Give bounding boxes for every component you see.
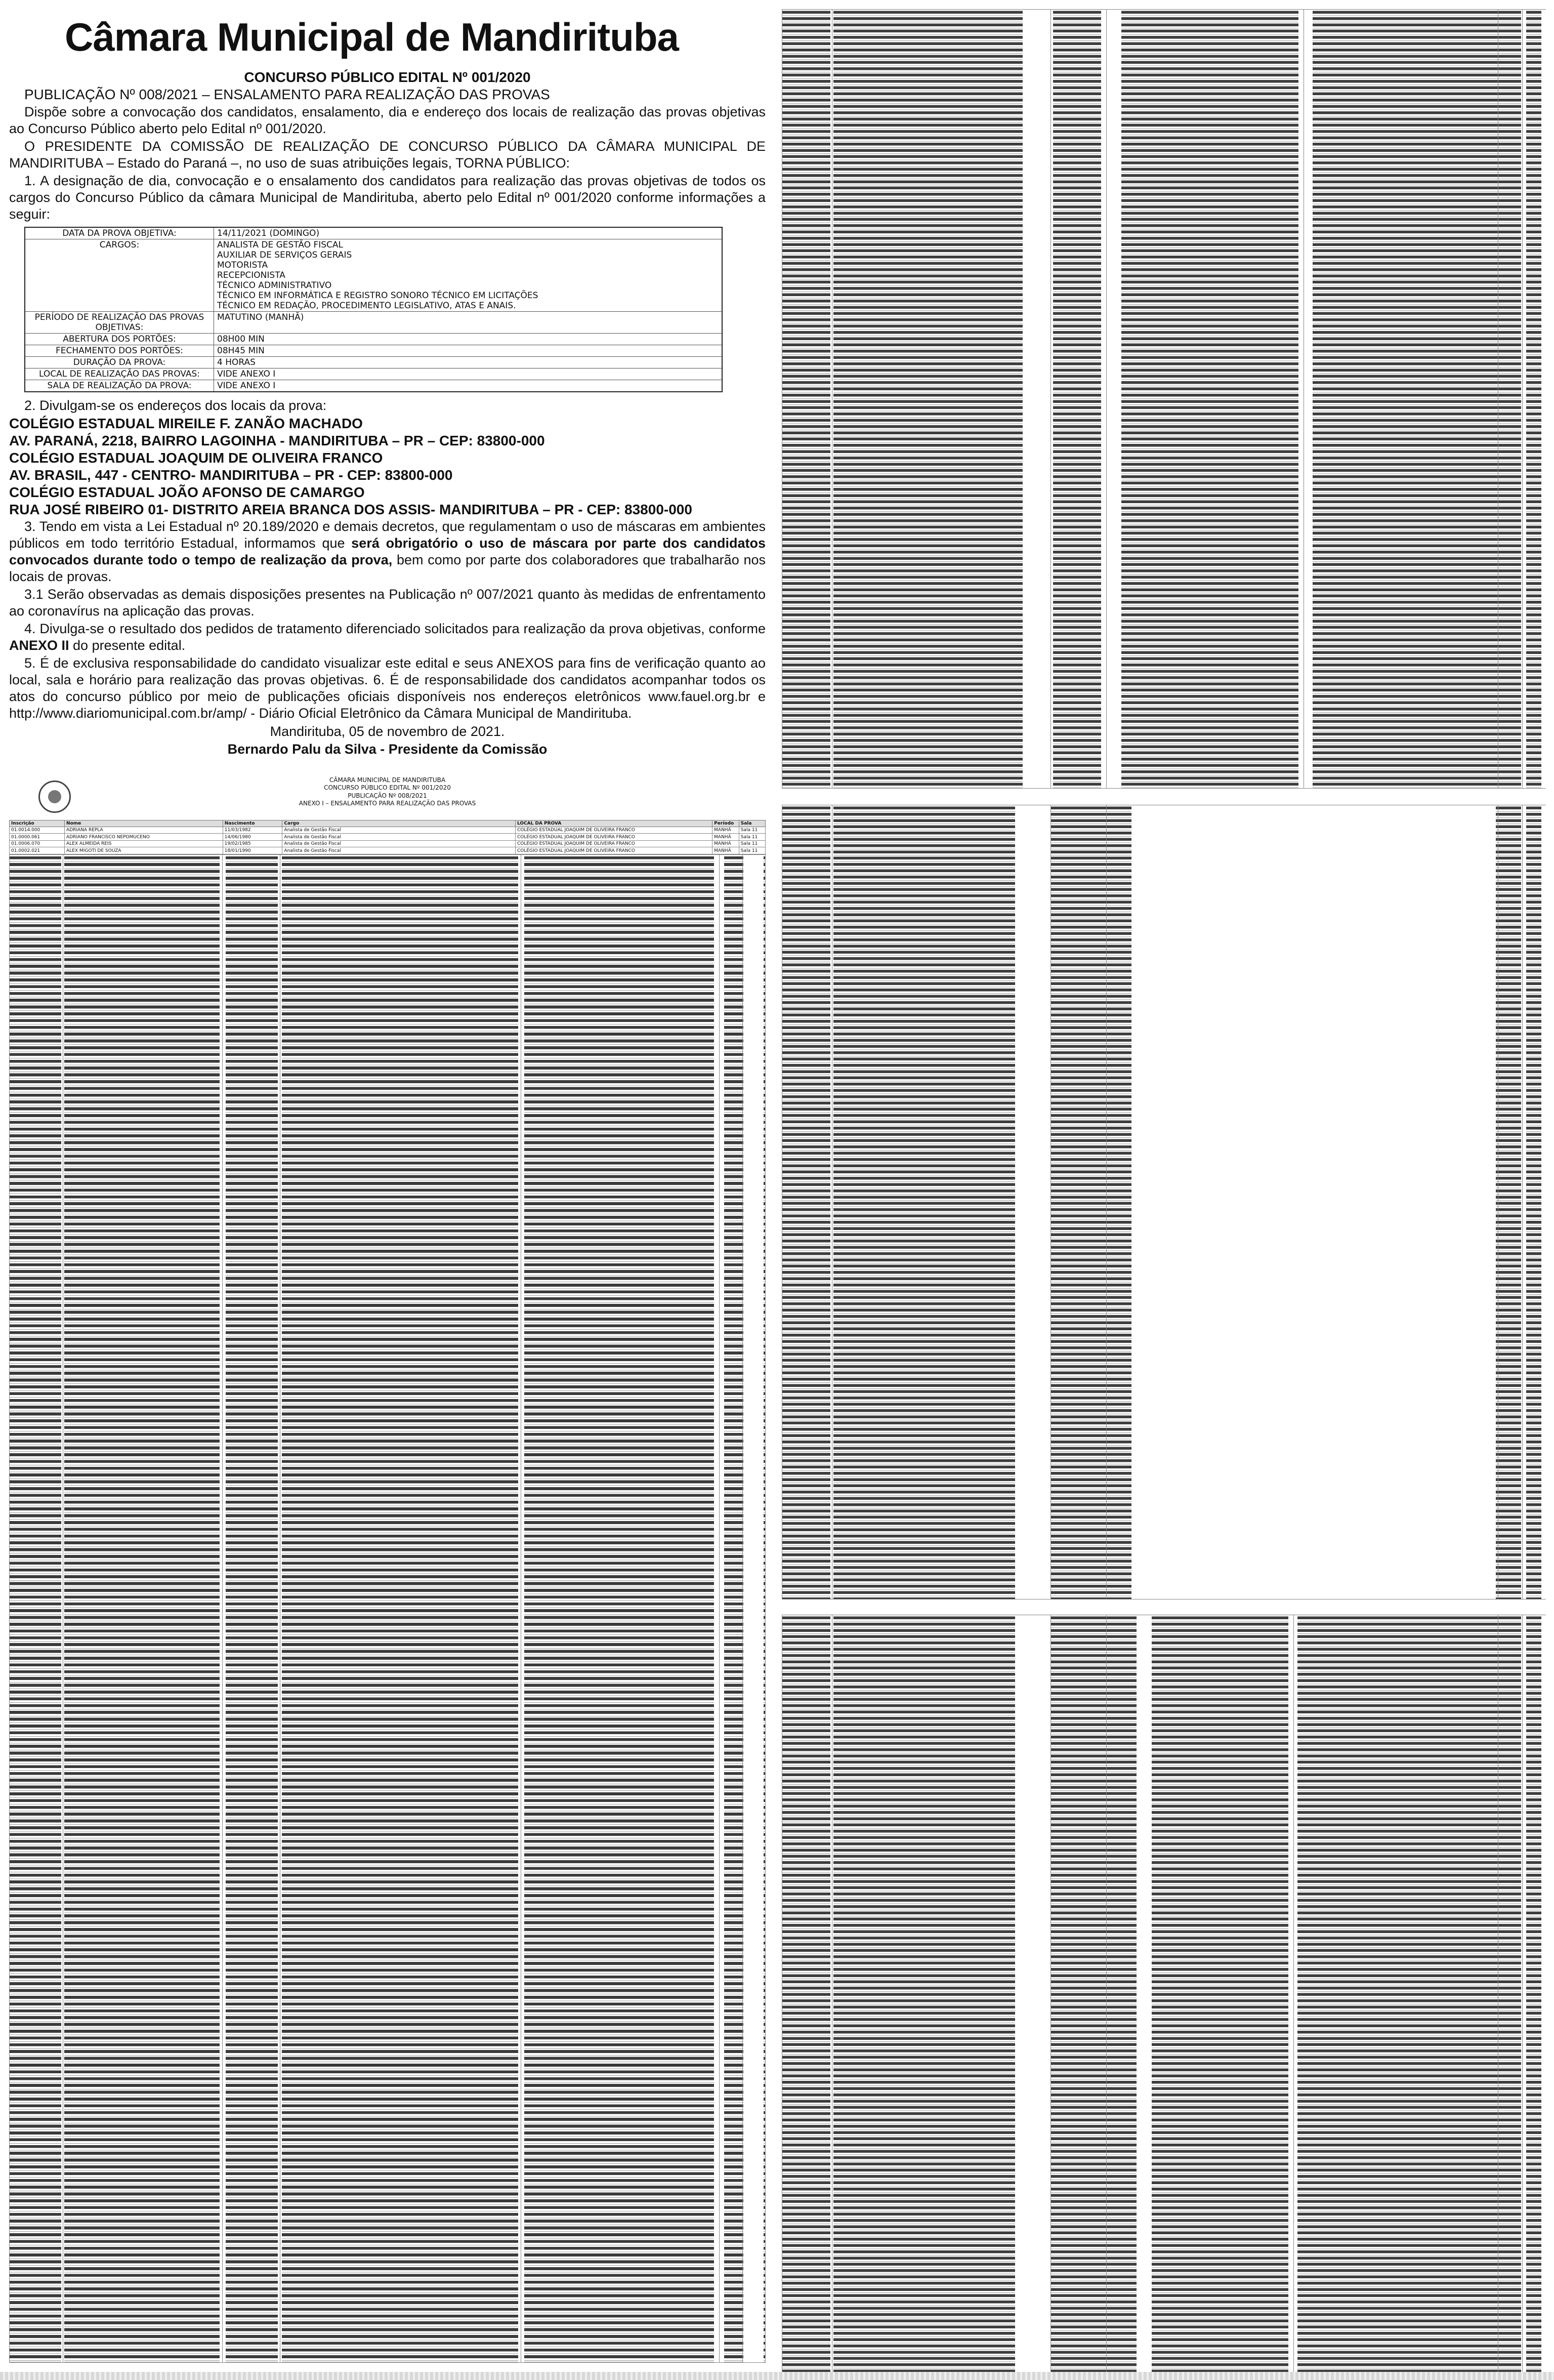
annex-header (9, 772, 766, 818)
paragraph-dispoe: Dispõe sobre a convocação dos candidatos, ensalamento, dia e endereço dos locais de realização das provas objetivas ao Concurso Público aberto pelo Edital nº 001/2020. (9, 104, 766, 136)
table-cell: MANHÃ (712, 827, 739, 834)
table-cell: 18/01/1990 (223, 847, 282, 854)
paragraph-presidente: O PRESIDENTE DA COMISSÃO DE REALIZAÇÃO DE CONCURSO PÚBLICO DA CÂMARA MUNICIPAL DE MANDIRITUBA – Estado do Paraná –, no uso de suas atribuições legais, TORNA PÚBLICO: (9, 138, 766, 171)
annex-column-header: Período (712, 820, 739, 827)
page-title: Câmara Municipal de Mandirituba (65, 15, 679, 59)
site-2-address: AV. BRASIL, 447 - CENTRO- MANDIRITUBA – PR - CEP: 83800-000 (9, 467, 453, 483)
table-cell: 11/03/1982 (223, 827, 282, 834)
info-value: 08H45 MIN (214, 345, 723, 356)
table-cell: 01.0006.070 (10, 840, 65, 847)
annex-line-3: PUBLICAÇÃO Nº 008/2021 (348, 792, 427, 799)
edital-heading: CONCURSO PÚBLICO EDITAL Nº 001/2020 (244, 69, 531, 85)
info-label: FECHAMENTO DOS PORTÕES: (25, 345, 214, 356)
table-cell: ADRIANO FRANCISCO NEPOMUCENO (65, 834, 223, 841)
table-cell: COLÉGIO ESTADUAL JOAQUIM DE OLIVEIRA FRANCO (515, 827, 712, 834)
info-row (25, 227, 722, 239)
annex-table-continuation (9, 854, 766, 2363)
paragraph-mascaras: 3. Tendo em vista a Lei Estadual nº 20.189/2020 e demais decretos, que regulamentam o uso de máscaras em ambientes públicos em todo território Estadual, informamos que será obrigatório o uso de máscara por parte dos candidatos convocados durante todo o tempo de realização da prova, bem como por parte dos colaboradores que trabalharão nos locais de provas. (9, 519, 766, 585)
table-cell: 01.0002.021 (10, 847, 65, 854)
annex-column-header: Nascimento (223, 820, 282, 827)
table-cell: MANHÃ (712, 840, 739, 847)
table-cell: Analista de Gestão Fiscal (282, 847, 516, 854)
info-value: 14/11/2021 (DOMINGO) (214, 227, 723, 239)
annex-column-header: LOCAL DA PROVA (515, 820, 712, 827)
site-3-address: RUA JOSÉ RIBEIRO 01- DISTRITO AREIA BRANCA DOS ASSIS- MANDIRITUBA – PR - CEP: 83800-000 (9, 502, 692, 518)
table-cell: 14/06/1980 (223, 834, 282, 841)
date-line: Mandirituba, 05 de novembro de 2021. (270, 723, 505, 739)
site-2-name: COLÉGIO ESTADUAL JOAQUIM DE OLIVEIRA FRANCO (9, 449, 383, 466)
info-value: 08H00 MIN (214, 333, 723, 345)
annex-column-header: Nome (65, 820, 223, 827)
table-row (10, 847, 766, 854)
info-row (25, 333, 722, 345)
table-cell: Analista de Gestão Fiscal (282, 840, 516, 847)
annex-block-1 (782, 9, 1546, 789)
info-value: MATUTINO (MANHÃ) (214, 311, 723, 333)
table-cell: COLÉGIO ESTADUAL JOAQUIM DE OLIVEIRA FRANCO (515, 840, 712, 847)
publication-line: PUBLICAÇÃO Nº 008/2021 – ENSALAMENTO PARA REALIZAÇÃO DAS PROVAS (24, 87, 550, 102)
info-row (25, 239, 722, 311)
exam-sites (9, 415, 766, 519)
table-row (10, 834, 766, 841)
info-row (25, 356, 722, 368)
exam-info-table (24, 227, 723, 392)
municipal-seal-icon (38, 781, 71, 813)
table-cell: Sala 11 (739, 847, 765, 854)
table-cell: COLÉGIO ESTADUAL JOAQUIM DE OLIVEIRA FRANCO (515, 847, 712, 854)
table-cell: COLÉGIO ESTADUAL JOAQUIM DE OLIVEIRA FRANCO (515, 834, 712, 841)
annex-column-header: Cargo (282, 820, 516, 827)
table-cell: Sala 11 (739, 827, 765, 834)
table-cell: Sala 11 (739, 834, 765, 841)
info-label: LOCAL DE REALIZAÇÃO DAS PROVAS: (25, 368, 214, 380)
paragraph-tratamento: 4. Divulga-se o resultado dos pedidos de tratamento diferenciado solicitados para realização da prova objetivas, conforme ANEXO II do presente edital. (9, 621, 766, 653)
site-1-address: AV. PARANÁ, 2218, BAIRRO LAGOINHA - MANDIRITUBA – PR – CEP: 83800-000 (9, 432, 545, 448)
table-row (10, 827, 766, 834)
annex-block-3 (782, 1615, 1546, 2374)
table-cell: MANHÃ (712, 847, 739, 854)
annex-line-2: CONCURSO PÚBLICO EDITAL Nº 001/2020 (324, 784, 451, 792)
annex-column-header: Sala (739, 820, 765, 827)
signature-line: Bernardo Palu da Silva - Presidente da Comissão (227, 741, 548, 757)
info-row (25, 311, 722, 333)
info-row (25, 368, 722, 380)
table-cell: 01.0014.000 (10, 827, 65, 834)
site-3-name: COLÉGIO ESTADUAL JOÃO AFONSO DE CAMARGO (9, 484, 365, 501)
info-label: ABERTURA DOS PORTÕES: (25, 333, 214, 345)
table-cell: Analista de Gestão Fiscal (282, 834, 516, 841)
table-cell: MANHÃ (712, 834, 739, 841)
info-label: PERÍODO DE REALIZAÇÃO DAS PROVAS OBJETIVAS: (25, 311, 214, 333)
left-column (9, 10, 766, 2363)
info-value: 4 HORAS (214, 356, 723, 368)
table-cell: Analista de Gestão Fiscal (282, 827, 516, 834)
table-cell: 01.0000.061 (10, 834, 65, 841)
info-label: SALA DE REALIZAÇÃO DA PROVA: (25, 380, 214, 392)
paragraph-designacao: 1. A designação de dia, convocação e o ensalamento dos candidatos para realização das provas objetivas de todos os cargos do Concurso Público da câmara Municipal de Mandirituba, aberto pelo Edital nº 001/2020 conforme informações a seguir: (9, 173, 766, 222)
site-1-name: COLÉGIO ESTADUAL MIREILE F. ZANÃO MACHADO (9, 415, 363, 431)
page-footer-strip (0, 2372, 1554, 2380)
info-value: ANALISTA DE GESTÃO FISCAL AUXILIAR DE SERVIÇOS GERAIS MOTORISTA RECEPCIONISTA TÉCNICO ADMINISTRATIVO TÉCNICO EM INFORMÁTICA E REGISTRO SONORO TÉCNICO EM LICITAÇÕES TÉCNICO EM REDAÇÃO, PROCEDIMENTO LEGISLATIVO, ATAS E ANAIS. (214, 239, 723, 311)
annex-line-4: ANEXO I – ENSALAMENTO PARA REALIZAÇÃO DAS PROVAS (299, 800, 476, 807)
paragraph-responsabilidade: 5. É de exclusiva responsabilidade do candidato visualizar este edital e seus ANEXOS para fins de verificação quanto ao local, sala e horário para realização das provas objetivas. 6. É de responsabilidade dos candidatos acompanhar todos os atos do concurso público por meio de publicações oficiais disponíveis nos endereços eletrônicos www.fauel.org.br e http://www.diariomunicipal.com.br/amp/ - Diário Oficial Eletrônico da Câmara Municipal de Mandirituba. (9, 655, 766, 721)
info-label: DATA DA PROVA OBJETIVA: (25, 227, 214, 239)
paragraph-enderecos: 2. Divulgam-se os endereços dos locais da prova: (24, 397, 327, 413)
annex-block-2 (782, 805, 1546, 1599)
annex-line-1: CÂMARA MUNICIPAL DE MANDIRITUBA (329, 776, 446, 784)
info-label: CARGOS: (25, 239, 214, 311)
table-row (10, 840, 766, 847)
table-cell: 19/02/1985 (223, 840, 282, 847)
info-row (25, 345, 722, 356)
paragraph-covid: 3.1 Serão observadas as demais disposições presentes na Publicação nº 007/2021 quanto às medidas de enfrentamento ao coronavírus na aplicação das provas. (9, 587, 766, 619)
annex-column-header: Inscrição (10, 820, 65, 827)
info-label: DURAÇÃO DA PROVA: (25, 356, 214, 368)
info-row (25, 380, 722, 392)
table-cell: Sala 11 (739, 840, 765, 847)
table-cell: ALEX ALMEIDA REIS (65, 840, 223, 847)
info-value: VIDE ANEXO I (214, 368, 723, 380)
info-value: VIDE ANEXO I (214, 380, 723, 392)
annex-table (9, 820, 766, 854)
table-cell: ADRIANA REPLA (65, 827, 223, 834)
table-cell: ALEX MIGOTI DE SOUZA (65, 847, 223, 854)
